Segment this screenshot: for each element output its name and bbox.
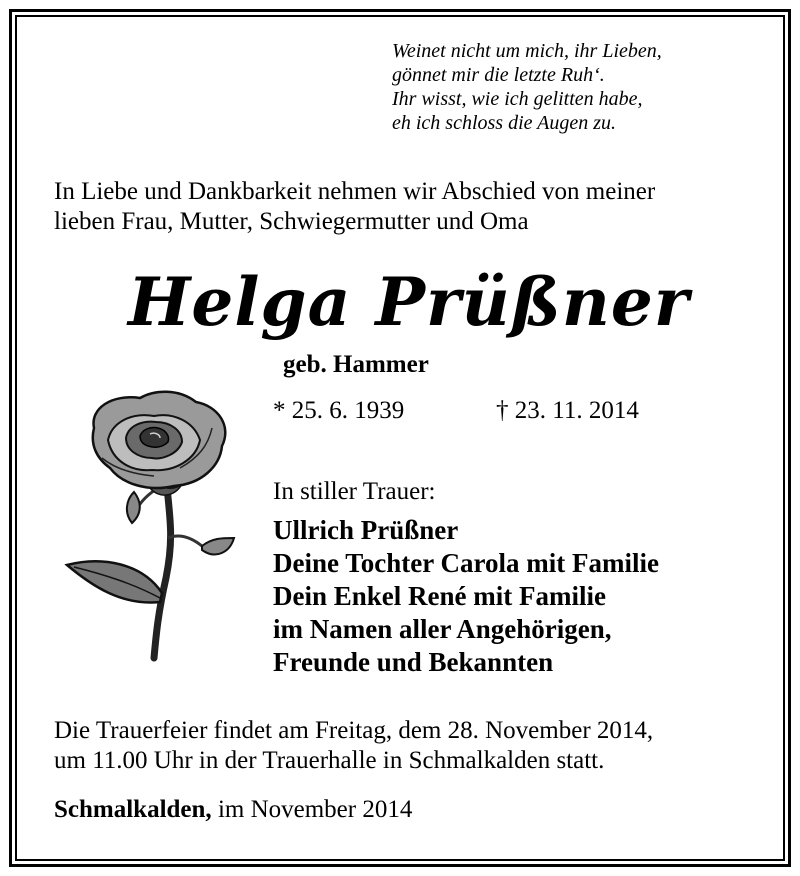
poem-line: gönnet mir die letzte Ruh‘. [392, 64, 605, 86]
signature-date: im November 2014 [217, 796, 413, 823]
funeral-line-1: Die Trauerfeier findet am Freitag, dem 28. November 2014, [54, 717, 654, 744]
mourners-label: In stiller Trauer: [273, 478, 436, 505]
poem-line: Weinet nicht um mich, ihr Lieben, [392, 40, 662, 62]
mourner-line: Freunde und Bekannten [273, 647, 554, 677]
mourner-line: Dein Enkel René mit Familie [273, 581, 606, 611]
intro-text [54, 177, 655, 237]
poem [392, 39, 662, 135]
death-date: † 23. 11. 2014 [496, 397, 639, 424]
poem-line: Ihr wisst, wie ich gelitten habe, [392, 88, 643, 110]
intro-line-1: In Liebe und Dankbarkeit nehmen wir Abschied von meiner [54, 178, 656, 205]
maiden-name: geb. Hammer [283, 351, 429, 378]
mourner-line: Ullrich Prüßner [273, 515, 459, 545]
mourners-list [273, 514, 659, 679]
mourner-line: im Namen aller Angehörigen, [273, 614, 612, 644]
rose-icon [62, 388, 242, 663]
poem-line: eh ich schloss die Augen zu. [392, 112, 617, 134]
birth-date: * 25. 6. 1939 [273, 397, 405, 424]
funeral-info [54, 716, 653, 776]
signature-place: Schmalkalden, [54, 796, 212, 823]
signature-line [54, 796, 412, 824]
funeral-line-2: um 11.00 Uhr in der Trauerhalle in Schmalkalden statt. [54, 747, 605, 774]
deceased-name: Helga Prüßner [128, 263, 690, 341]
mourner-line: Deine Tochter Carola mit Familie [273, 548, 659, 578]
intro-line-2: lieben Frau, Mutter, Schwiegermutter und Oma [54, 208, 529, 235]
